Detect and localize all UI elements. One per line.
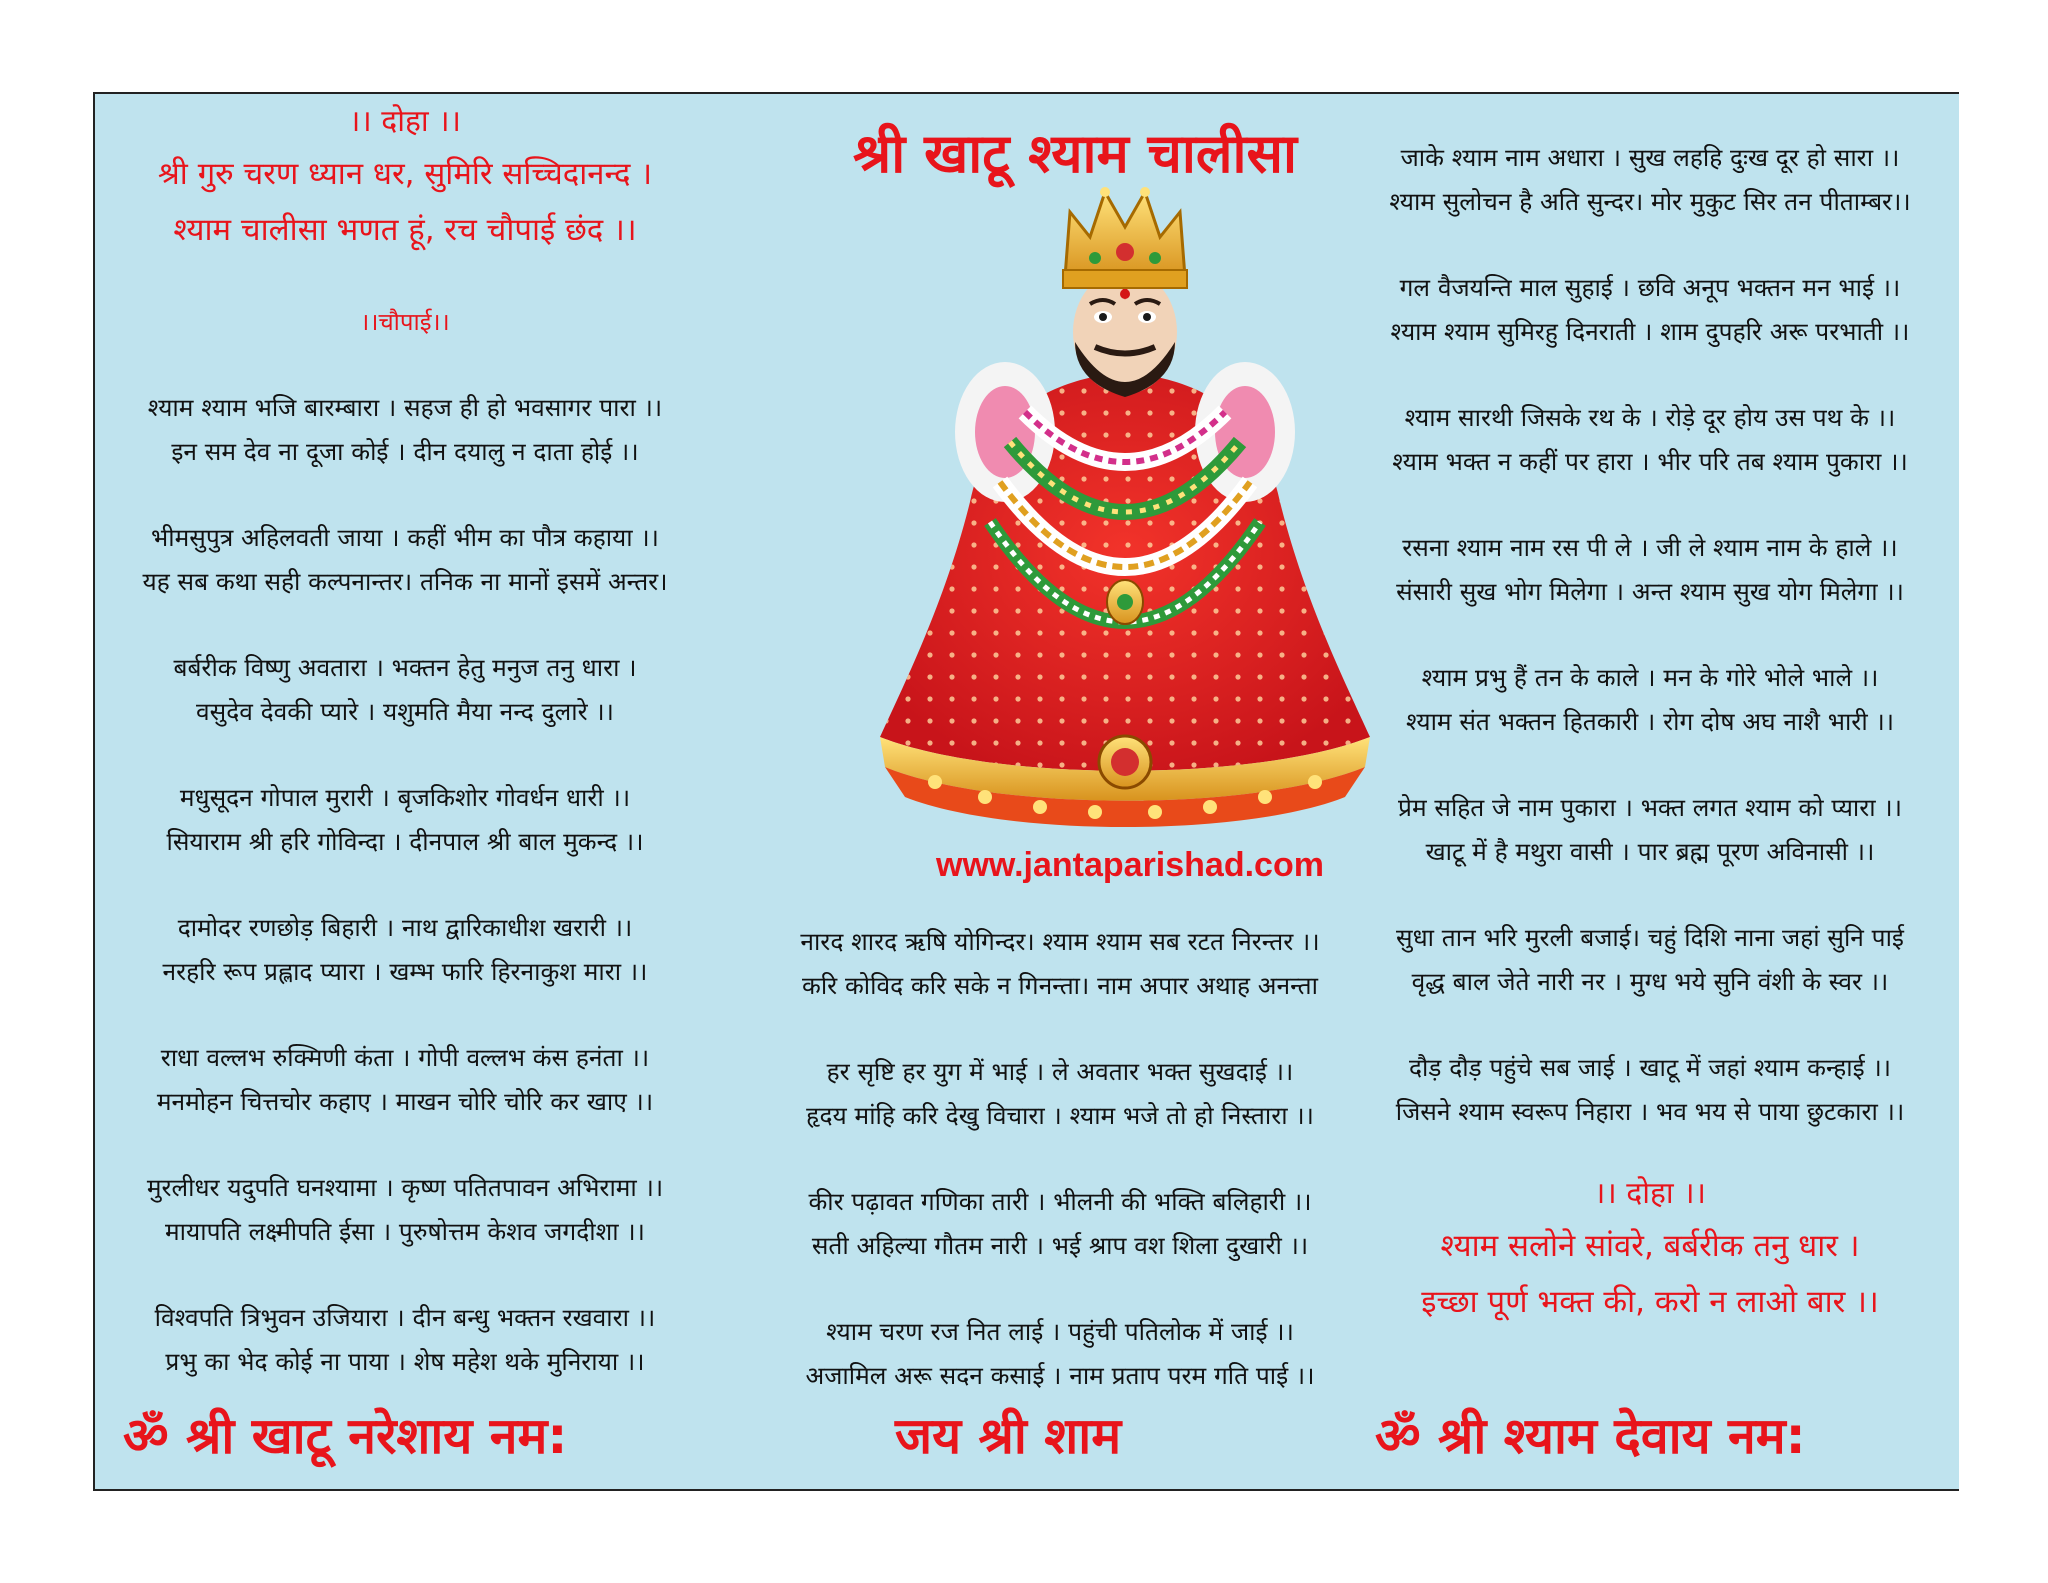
website-link[interactable]: www.jantaparishad.com <box>936 846 1324 884</box>
opening-doha-line: श्री गुरु चरण ध्यान धर, सुमिरि सच्चिदानन्द । <box>157 156 653 192</box>
verse-line: श्याम प्रभु हैं तन के काले । मन के गोरे भोले भाले ।। <box>1421 663 1879 692</box>
left-column <box>95 102 715 1384</box>
verse-line: राधा वल्लभ रुक्मिणी कंता । गोपी वल्लभ कंस हनंता ।। <box>160 1043 650 1072</box>
verse <box>1345 396 1955 484</box>
opening-doha-line: श्याम चालीसा भणत हूं, रच चौपाई छंद ।। <box>173 212 637 248</box>
verse-line: खाटू में है मथुरा वासी । पार ब्रह्म पूरण अविनासी ।। <box>1425 837 1875 866</box>
mantra-right: ॐ श्री श्याम देवाय नम: <box>1375 1407 1806 1465</box>
verse-line: यह सब कथा सही कल्पनान्तर। तनिक ना मानों इसमें अन्तर। <box>142 567 668 596</box>
verse <box>715 920 1405 1008</box>
verse <box>715 1310 1405 1398</box>
verse-line: जाके श्याम नाम अधारा । सुख लहहि दुःख दूर हो सारा ।। <box>1400 143 1900 172</box>
verse-line: बर्बरीक विष्णु अवतारा । भक्तन हेतु मनुज तनु धारा । <box>173 653 637 682</box>
verse-line: हृदय मांहि करि देखु विचारा । श्याम भजे तो हो निस्तारा ।। <box>806 1101 1314 1130</box>
verse-line: सुधा तान भरि मुरली बजाई। चहुं दिशि नाना जहां सुनि पाई <box>1396 923 1904 952</box>
opening-doha-heading: ।। दोहा ।। <box>349 104 461 139</box>
verse <box>715 1180 1405 1268</box>
verse <box>95 906 715 994</box>
verse-line: श्याम संत भक्तन हितकारी । रोग दोष अघ नाशै भारी ।। <box>1405 707 1895 736</box>
verse-line: मायापति लक्ष्मीपति ईसा । पुरुषोत्तम केशव जगदीशा ।। <box>165 1217 645 1246</box>
verse-line: इन सम देव ना दूजा कोई । दीन दयालु न दाता होई ।। <box>171 437 639 466</box>
verse-line: नरहरि रूप प्रह्लाद प्यारा । खम्भ फारि हिरनाकुश मारा ।। <box>162 957 648 986</box>
mantra-left: ॐ श्री खाटू नरेशाय नम: <box>123 1407 568 1465</box>
center-verses <box>715 920 1405 1398</box>
verse <box>1345 136 1955 224</box>
closing-doha-line: श्याम सलोने सांवरे, बर्बरीक तनु धार । <box>1440 1228 1860 1264</box>
verse <box>715 1050 1405 1138</box>
verse-line: सियाराम श्री हरि गोविन्दा । दीनपाल श्री बाल मुकन्द ।। <box>166 827 644 856</box>
verse-line: श्याम भक्त न कहीं पर हारा । भीर परि तब श्याम पुकारा ।। <box>1392 447 1908 476</box>
verse-line: जिसने श्याम स्वरूप निहारा । भव भय से पाया छुटकारा ।। <box>1395 1097 1905 1126</box>
closing-doha-line: इच्छा पूर्ण भक्त की, करो न लाओ बार ।। <box>1421 1284 1879 1320</box>
verse-line: श्याम श्याम सुमिरहु दिनराती । शाम दुपहरि अरू परभाती ।। <box>1390 317 1910 346</box>
verse-line: श्याम चरण रज नित लाई । पहुंची पतिलोक में जाई ।। <box>826 1317 1294 1346</box>
verse-line: अजामिल अरू सदन कसाई । नाम प्रताप परम गति पाई ।। <box>805 1361 1315 1390</box>
verse <box>95 516 715 604</box>
verse <box>1345 266 1955 354</box>
verse-line: मुरलीधर यदुपति घनश्यामा । कृष्ण पतितपावन अभिरामा ।। <box>146 1173 664 1202</box>
chalisa-sheet <box>93 92 1959 1491</box>
verse-line: भीमसुपुत्र अहिलवती जाया । कहीं भीम का पौत्र कहाया ।। <box>151 523 659 552</box>
verse-line: मधुसूदन गोपाल मुरारी । बृजकिशोर गोवर्धन धारी ।। <box>179 783 631 812</box>
verse-line: हर सृष्टि हर युग में भाई । ले अवतार भक्त सुखदाई ।। <box>826 1057 1294 1086</box>
verse-line: सती अहिल्या गौतम नारी । भई श्राप वश शिला दुखारी ।। <box>811 1231 1309 1260</box>
verse <box>95 1036 715 1124</box>
mantra-center: जय श्री शाम <box>895 1407 1122 1465</box>
verse <box>95 1166 715 1254</box>
verse-line: श्याम सुलोचन है अति सुन्दर। मोर मुकुट सिर तन पीताम्बर।। <box>1389 187 1911 216</box>
verse-line: दामोदर रणछोड़ बिहारी । नाथ द्वारिकाधीश खरारी ।। <box>177 913 633 942</box>
verse-line: वृद्ध बाल जेते नारी नर । मुग्ध भये सुनि वंशी के स्वर ।। <box>1411 967 1889 996</box>
verse-line: दौड़ दौड़ पहुंचे सब जाई । खाटू में जहां श्याम कन्हाई ।। <box>1408 1053 1892 1082</box>
verse-line: संसारी सुख भोग मिलेगा । अन्त श्याम सुख योग मिलेगा ।। <box>1396 577 1904 606</box>
page-title: श्री खाटू श्याम चालीसा <box>853 122 1297 185</box>
verse <box>95 1296 715 1384</box>
closing-doha-heading: ।। दोहा ।। <box>1594 1176 1706 1211</box>
verse <box>1345 1046 1955 1134</box>
verse <box>95 646 715 734</box>
verse-line: नारद शारद ऋषि योगिन्दर। श्याम श्याम सब रटत निरन्तर ।। <box>800 927 1320 956</box>
verse-line: श्याम श्याम भजि बारम्बारा । सहज ही हो भवसागर पारा ।। <box>147 393 663 422</box>
verse-line: प्रेम सहित जे नाम पुकारा । भक्त लगत श्याम को प्यारा ।। <box>1398 793 1902 822</box>
verse-line: रसना श्याम नाम रस पी ले । जी ले श्याम नाम के हाले ।। <box>1402 533 1898 562</box>
verse <box>95 386 715 474</box>
verse-line: करि कोविद करि सके न गिनन्ता। नाम अपार अथाह अनन्ता <box>802 971 1318 1000</box>
right-column <box>1345 136 1955 1330</box>
verse-line: श्याम सारथी जिसके रथ के । रोड़े दूर होय उस पथ के ।। <box>1404 403 1896 432</box>
verse <box>1345 656 1955 744</box>
verse <box>1345 786 1955 874</box>
verse <box>95 776 715 864</box>
verse <box>1345 526 1955 614</box>
verse-line: प्रभु का भेद कोई ना पाया । शेष महेश थके मुनिराया ।। <box>165 1347 645 1376</box>
verse-line: मनमोहन चित्तचोर कहाए । माखन चोरि चोरि कर खाए ।। <box>156 1087 654 1116</box>
verse <box>1345 916 1955 1004</box>
chaupai-heading: ।।चौपाई।। <box>360 308 450 336</box>
verse-line: वसुदेव देवकी प्यारे । यशुमति मैया नन्द दुलारे ।। <box>196 697 614 726</box>
verse-line: विश्वपति त्रिभुवन उजियारा । दीन बन्धु भक्तन रखवारा ।। <box>154 1303 656 1332</box>
verse-line: कीर पढ़ावत गणिका तारी । भीलनी की भक्ति बलिहारी ।। <box>808 1187 1312 1216</box>
khatu-shyam-deity-image <box>875 182 1375 842</box>
verse-line: गल वैजयन्ति माल सुहाई । छवि अनूप भक्तन मन भाई ।। <box>1399 273 1901 302</box>
